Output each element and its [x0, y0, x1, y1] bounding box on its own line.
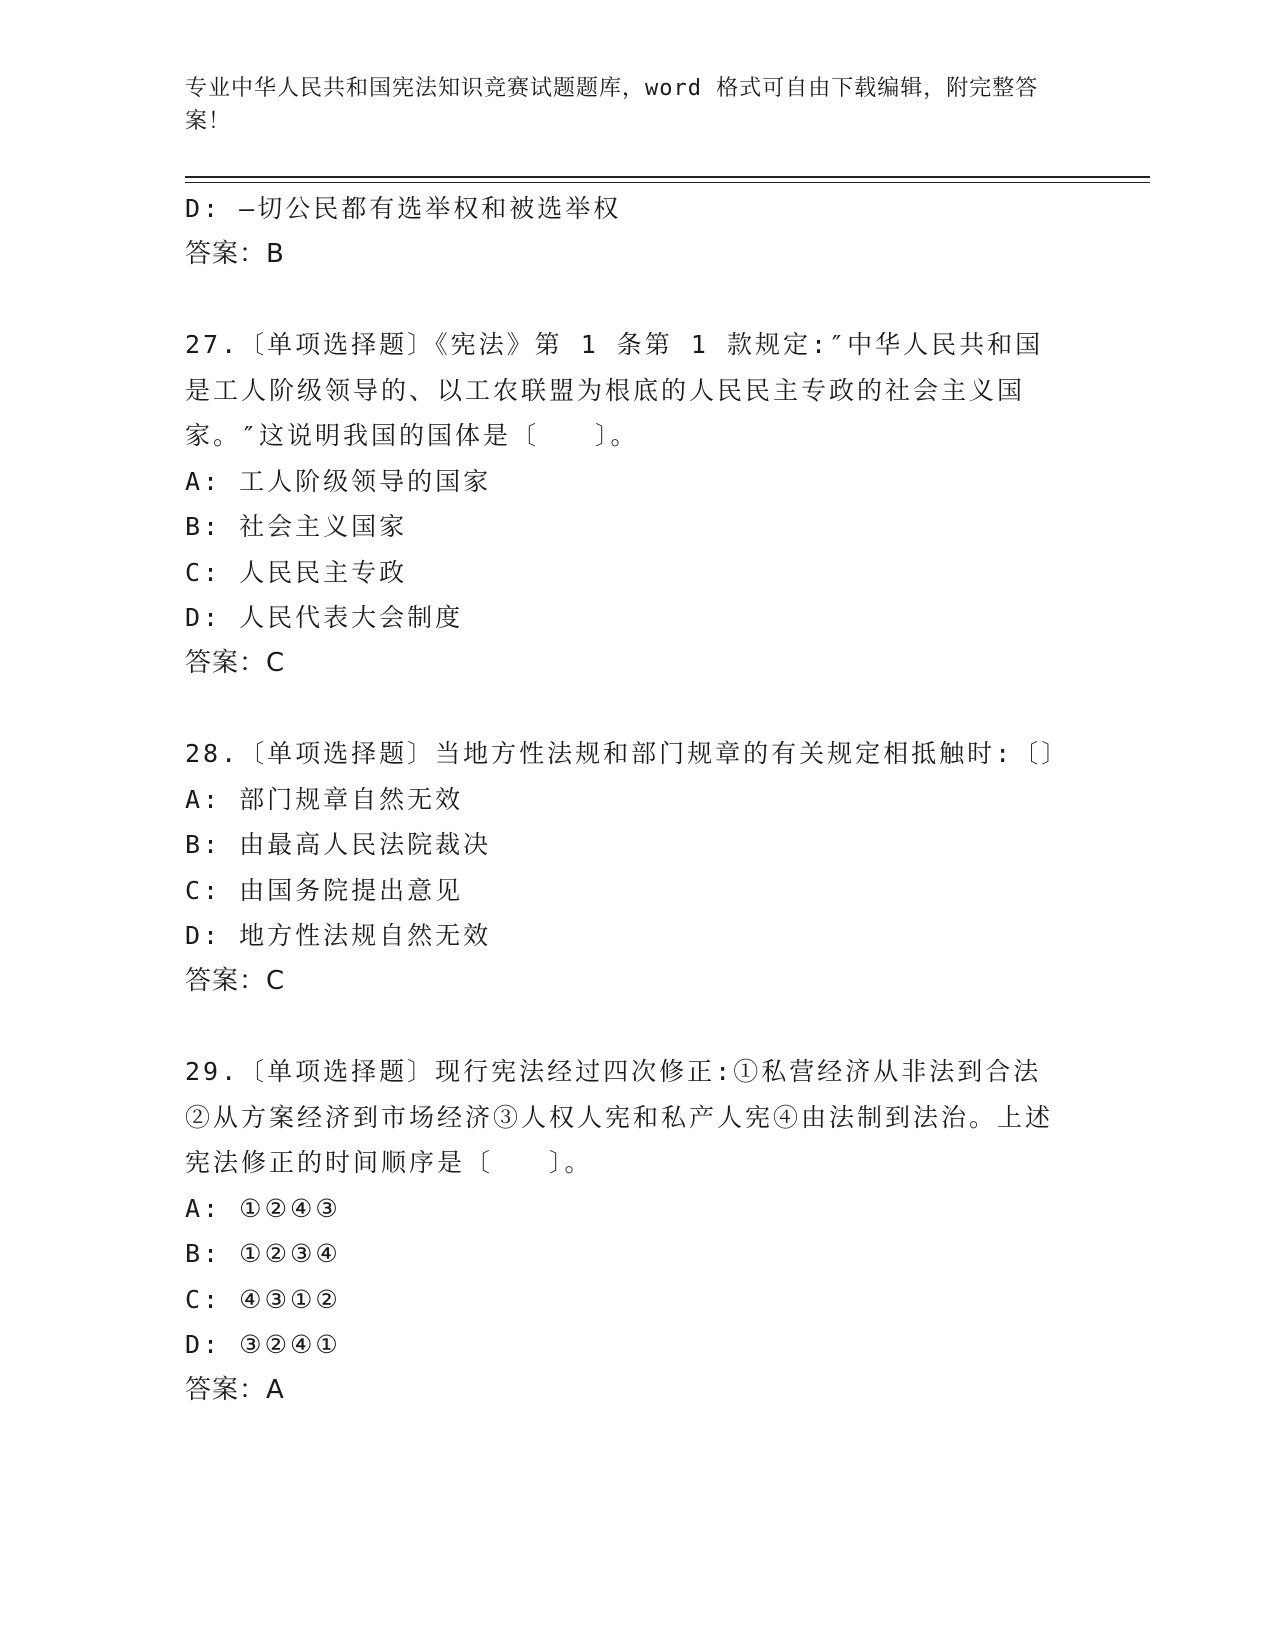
option-a: A: 部门规章自然无效	[185, 784, 464, 814]
header-divider-thick	[185, 176, 1150, 178]
question-stem: 28.〔单项选择题〕当地方性法规和部门规章的有关规定相抵触时:〔〕	[185, 739, 1070, 768]
option-b: B: 社会主义国家	[185, 512, 408, 541]
question-29	[185, 1049, 1065, 1413]
option-a: A: ①②④③	[185, 1193, 341, 1223]
option-d: D: —切公民都有选举权和被选举权	[185, 194, 622, 223]
option-c: C: ④③①②	[185, 1284, 341, 1314]
header-divider-thin	[185, 182, 1150, 183]
answer-line: 答案：C	[185, 965, 286, 996]
answer-line: 答案：C	[185, 647, 286, 678]
question-stem: 29.〔单项选择题〕现行宪法经过四次修正:①私营经济从非法到合法②从方案经济到市场经济③人权人宪和私产人宪④由法制到法治。上述宪法修正的时间顺序是〔 〕。	[185, 1057, 1054, 1177]
option-c: C: 人民民主专政	[185, 557, 408, 587]
question-28	[185, 731, 1070, 1004]
page-header: 专业中华人民共和国宪法知识竞赛试题题库，word 格式可自由下载编辑，附完整答案！	[185, 76, 1039, 134]
option-c: C: 由国务院提出意见	[185, 875, 464, 905]
question-27	[185, 322, 1065, 686]
answer-line: 答案：B	[185, 238, 285, 269]
option-b: B: ①②③④	[185, 1239, 341, 1268]
option-d: D: 地方性法规自然无效	[185, 921, 492, 950]
answer-line: 答案：A	[185, 1374, 285, 1405]
option-d: D: 人民代表大会制度	[185, 603, 464, 632]
option-d: D: ③②④①	[185, 1330, 341, 1359]
question-stem: 27.〔单项选择题〕《宪法》第 1 条第 1 款规定:″中华人民共和国是工人阶级领导的、以工农联盟为根底的人民民主专政的社会主义国家。″这说明我国的国体是〔 〕。	[185, 330, 1044, 450]
question-list	[185, 186, 1070, 1413]
previous-question-tail	[185, 186, 1065, 277]
option-a: A: 工人阶级领导的国家	[185, 466, 492, 496]
option-b: B: 由最高人民法院裁决	[185, 830, 492, 859]
